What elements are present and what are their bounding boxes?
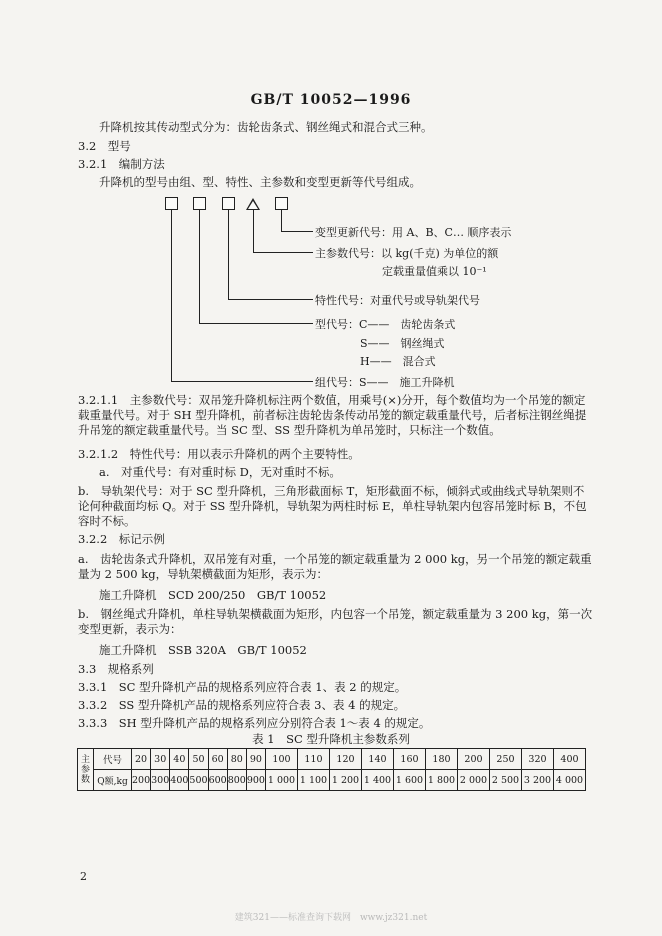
feature-code-box <box>222 197 235 210</box>
section-3-3-3: 3.3.3 SH 型升降机产品的规格系列应分别符合表 1～表 4 的规定。 <box>78 716 431 730</box>
table-cell: 800 <box>227 770 246 791</box>
feature-code-label: 特性代号：对重代号或导轨架代号 <box>315 294 480 307</box>
section-3-2-1-2: 3.2.1.2 特性代号：用以表示升降机的两个主要特性。 <box>78 447 360 461</box>
section-3-2-1-heading: 3.2.1 编制方法 <box>78 157 165 171</box>
table-cell: 2 000 <box>457 770 489 791</box>
item-b: b. 导轨架代号：对于 SC 型升降机，三角形截面标 T，矩形截面不标，倾斜式或曲线式导轨架则不论何种截面均标 Q。对于 SS 型升降机，导轨架为两柱时标 E，单柱导轨架内包容吊笼时标 B，不包容时不标。 <box>78 484 587 528</box>
table-cell: 140 <box>361 749 393 770</box>
table-cell: 250 <box>489 749 521 770</box>
table-cell: 20 <box>132 749 151 770</box>
table-cell: 120 <box>329 749 361 770</box>
table-cell: 40 <box>170 749 189 770</box>
section-3-2-heading: 3.2 型号 <box>78 139 131 153</box>
variant-code-box <box>275 197 288 210</box>
table-row-loads <box>78 770 586 791</box>
type-code-box <box>193 197 206 210</box>
table-cell: 60 <box>208 749 227 770</box>
main-parameter-label: 主参数代号：以 kg(千克) 为单位的额 <box>315 247 499 260</box>
table-cell: 4 000 <box>553 770 585 791</box>
item-a: a. 对重代号：有对重时标 D，无对重时不标。 <box>99 465 341 479</box>
page-header: GB/T 10052—1996 <box>250 92 412 108</box>
row-label-code: 代号 <box>94 749 132 770</box>
table-1 <box>77 748 586 791</box>
section-3-2-1-1: 3.2.1.1 主参数代号：双吊笼升降机标注两个数值，用乘号(×)分开，每个数值均为一个吊笼的额定载重量代号。对于 SH 型升降机，前者标注齿轮齿条传动吊笼的额定载重量代号，后者标注钢丝绳提升吊笼的额定载重量代号。当 SC 型、SS 型升降机为单吊笼时，只标注一个数值。 <box>78 393 587 437</box>
section-3-2-2-heading: 3.2.2 标记示例 <box>78 532 165 546</box>
table-cell: 2 500 <box>489 770 521 791</box>
table-cell: 1 200 <box>329 770 361 791</box>
table-cell: 400 <box>170 770 189 791</box>
footer-watermark: 建筑321——标准查询下载网 www.jz321.net <box>234 913 428 923</box>
group-code-box <box>165 197 178 210</box>
example-b: b. 钢丝绳式升降机，单柱导轨架横截面为矩形，内包容一个吊笼，额定载重量为 3 200 kg，第一次变型更新，表示为： <box>78 607 593 636</box>
table-cell: 500 <box>189 770 208 791</box>
table-cell: 90 <box>246 749 265 770</box>
table-cell: 200 <box>457 749 489 770</box>
table-cell: 900 <box>246 770 265 791</box>
main-parameter-label-cont: 定载重量值乘以 10⁻¹ <box>382 265 487 278</box>
table-cell: 110 <box>297 749 329 770</box>
table-cell: 200 <box>132 770 151 791</box>
example-b-mark: 施工升降机 SSB 320A GB/T 10052 <box>99 643 307 657</box>
table-cell: 320 <box>521 749 553 770</box>
table-cell: 1 600 <box>393 770 425 791</box>
table-cell: 50 <box>189 749 208 770</box>
table-cell: 80 <box>227 749 246 770</box>
section-3-3-2: 3.3.2 SS 型升降机产品的规格系列应符合表 3、表 4 的规定。 <box>78 698 406 712</box>
table-cell: 1 100 <box>297 770 329 791</box>
table-cell: 300 <box>151 770 170 791</box>
table-cell: 1 400 <box>361 770 393 791</box>
main-parameter-triangle <box>246 198 260 210</box>
table-1-caption: 表 1 SC 型升降机主参数系列 <box>252 732 410 746</box>
type-code-label: 型代号：C—— 齿轮齿条式 <box>315 318 456 331</box>
section-3-3-heading: 3.3 规格系列 <box>78 662 154 676</box>
table-cell: 1 000 <box>265 770 297 791</box>
example-a: a. 齿轮齿条式升降机，双吊笼有对重，一个吊笼的额定载重量为 2 000 kg，另一个吊笼的额定载重量为 2 500 kg，导轨架横截面为矩形，表示为： <box>78 552 592 581</box>
table-cell: 100 <box>265 749 297 770</box>
page-number: 2 <box>80 870 87 883</box>
table-cell: 1 800 <box>425 770 457 791</box>
table-cell: 600 <box>208 770 227 791</box>
table-group-label: 主参数 <box>78 749 94 791</box>
section-3-3-1: 3.3.1 SC 型升降机产品的规格系列应符合表 1、表 2 的规定。 <box>78 680 407 694</box>
table-cell: 180 <box>425 749 457 770</box>
type-code-s: S—— 钢丝绳式 <box>360 337 445 350</box>
table-row-codes <box>78 749 586 770</box>
section-3-2-1-text: 升降机的型号由组、型、特性、主参数和变型更新等代号组成。 <box>99 175 421 189</box>
type-code-h: H—— 混合式 <box>360 355 436 368</box>
intro-text: 升降机按其传动型式分为：齿轮齿条式、钢丝绳式和混合式三种。 <box>99 120 433 134</box>
group-code-label: 组代号：S—— 施工升降机 <box>315 376 455 389</box>
variant-code-label: 变型更新代号：用 A、B、C… 顺序表示 <box>315 226 512 239</box>
table-cell: 3 200 <box>521 770 553 791</box>
table-cell: 160 <box>393 749 425 770</box>
row-label-rated-load: Q额,kg <box>94 770 132 791</box>
table-cell: 400 <box>553 749 585 770</box>
table-cell: 30 <box>151 749 170 770</box>
example-a-mark: 施工升降机 SCD 200/250 GB/T 10052 <box>99 588 327 602</box>
